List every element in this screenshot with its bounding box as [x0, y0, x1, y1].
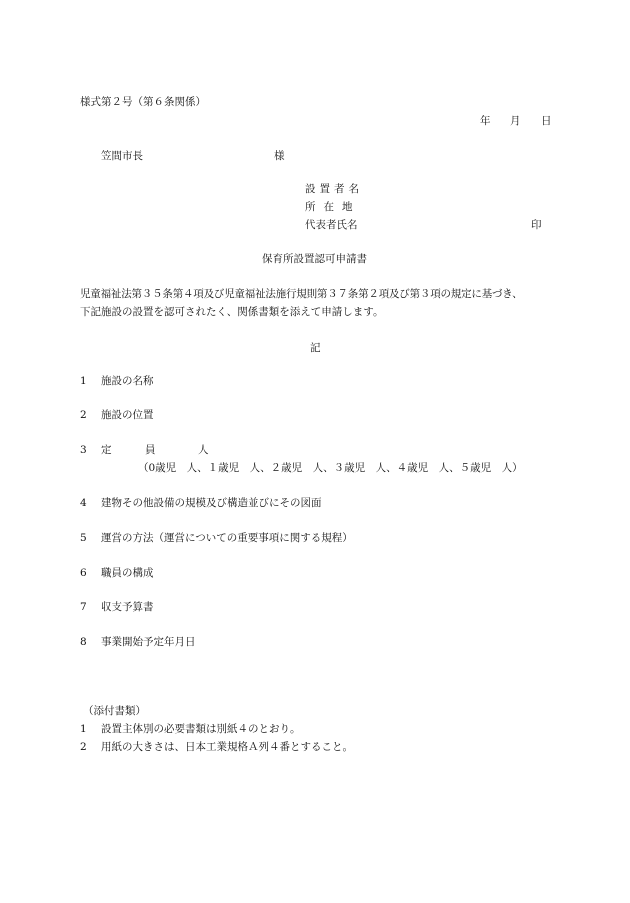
item-number: 6: [80, 567, 87, 579]
item-building-structure: 建物その他設備の規模及び構造並びにその図面: [101, 497, 322, 509]
item-number: 7: [80, 601, 87, 613]
date-year: 年: [480, 115, 491, 127]
addressee-name: 笠間市長: [101, 150, 143, 162]
item-number: 1: [80, 375, 87, 387]
body-line-2: 下記施設の設置を認可されたく、関係書類を添えて申請します。: [80, 306, 384, 318]
seal-mark: 印: [531, 219, 542, 231]
note-required-documents: 設置主体別の必要書類は別紙４のとおり。: [101, 723, 301, 735]
note-paper-size: 用紙の大きさは、日本工業規格Ａ列４番とすること。: [101, 741, 353, 753]
item-facility-name: 施設の名称: [101, 375, 154, 387]
item-capacity-label-2: 員: [145, 444, 156, 456]
note-number: 2: [80, 741, 87, 753]
document-title: 保育所設置認可申請書: [262, 253, 367, 265]
item-capacity-breakdown: （0歳児 人、１歳児 人、２歳児 人、３歳児 人、４歳児 人、５歳児 人）: [138, 462, 523, 474]
item-capacity-label-1: 定: [101, 444, 112, 456]
representative-label: 代表者氏名: [305, 219, 358, 231]
item-start-date: 事業開始予定年月日: [101, 636, 196, 648]
address-label: 所在地: [305, 201, 361, 213]
item-number: 3: [80, 444, 87, 456]
item-staff-composition: 職員の構成: [101, 567, 154, 579]
addressee-honorific: 様: [274, 150, 285, 162]
item-number: 8: [80, 636, 87, 648]
item-operation-method: 運営の方法（運営についての重要事項に関する規程）: [101, 532, 353, 544]
body-line-1: 児童福祉法第３５条第４項及び児童福祉法施行規則第３７条第２項及び第３項の規定に基づき、: [80, 288, 523, 300]
item-number: 4: [80, 497, 87, 509]
date-month: 月: [510, 115, 521, 127]
item-budget: 収支予算書: [101, 601, 154, 613]
ki-heading: 記: [310, 342, 321, 354]
item-facility-location: 施設の位置: [101, 409, 154, 421]
item-number: 5: [80, 532, 87, 544]
date-day: 日: [541, 115, 552, 127]
note-number: 1: [80, 723, 87, 735]
item-number: 2: [80, 409, 87, 421]
founder-label: 設置者名: [305, 183, 363, 195]
item-capacity-unit: 人: [198, 444, 209, 456]
attachments-heading: （添付書類）: [83, 705, 146, 717]
form-label: 様式第２号（第６条関係）: [80, 96, 206, 108]
